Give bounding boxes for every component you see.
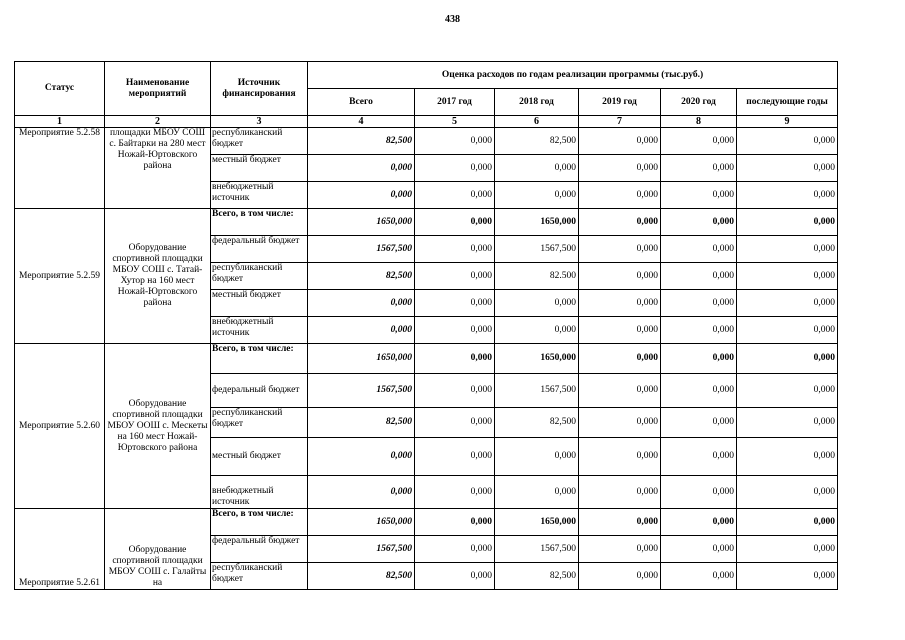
value-cell: 0,000 <box>415 209 495 236</box>
value-cell: 0,000 <box>579 290 661 317</box>
value-cell: 1567,500 <box>308 236 415 263</box>
value-cell: 0,000 <box>415 408 495 438</box>
value-cell: 0,000 <box>737 209 838 236</box>
value-cell: 0,000 <box>415 438 495 476</box>
value-cell: 0,000 <box>308 476 415 509</box>
value-cell: 0,000 <box>415 476 495 509</box>
source-cell: внебюджетный источник <box>211 476 308 509</box>
header-status: Статус <box>15 62 105 116</box>
value-cell: 0,000 <box>579 408 661 438</box>
value-cell: 0,000 <box>661 209 737 236</box>
value-cell: 0,000 <box>661 155 737 182</box>
header-estimate: Оценка расходов по годам реализации программы (тыс.руб.) <box>308 62 838 89</box>
source-cell: внебюджетный источник <box>211 182 308 209</box>
event-name-cell: Оборудование спортивной площадки МБОУ СОШ с. Татай-Хутор на 160 мест Ножай-Юртовского района <box>105 209 211 344</box>
column-number: 2 <box>105 116 211 128</box>
column-number: 9 <box>737 116 838 128</box>
source-cell: республиканский бюджет <box>211 263 308 290</box>
value-cell: 0,000 <box>495 290 579 317</box>
source-cell: республиканский бюджет <box>211 128 308 155</box>
value-cell: 0,000 <box>737 182 838 209</box>
value-cell: 0,000 <box>737 536 838 563</box>
value-cell: 0,000 <box>661 509 737 536</box>
value-cell: 0,000 <box>661 563 737 590</box>
value-cell: 0,000 <box>415 128 495 155</box>
value-cell: 0,000 <box>415 236 495 263</box>
value-cell: 0,000 <box>495 317 579 344</box>
value-cell: 0,000 <box>579 128 661 155</box>
header-year: последующие годы <box>737 89 838 116</box>
page-number: 438 <box>445 14 460 25</box>
value-cell: 0,000 <box>579 182 661 209</box>
event-name-cell: площадки МБОУ СОШ с. Байтарки на 280 мест Ножай-Юртовского района <box>105 128 211 209</box>
value-cell: 0,000 <box>579 536 661 563</box>
table-row <box>15 509 838 536</box>
value-cell: 82,500 <box>308 408 415 438</box>
value-cell: 0,000 <box>579 209 661 236</box>
status-cell: Мероприятие 5.2.59 <box>15 209 105 344</box>
column-number: 8 <box>661 116 737 128</box>
value-cell: 82,500 <box>495 408 579 438</box>
value-cell: 1650,000 <box>308 209 415 236</box>
value-cell: 1567,500 <box>308 374 415 408</box>
value-cell: 0,000 <box>737 290 838 317</box>
value-cell: 0,000 <box>661 317 737 344</box>
source-cell: местный бюджет <box>211 155 308 182</box>
value-cell: 0,000 <box>579 509 661 536</box>
value-cell: 0,000 <box>495 155 579 182</box>
header-year: Всего <box>308 89 415 116</box>
value-cell: 0,000 <box>415 374 495 408</box>
value-cell: 0,000 <box>415 536 495 563</box>
value-cell: 82,500 <box>495 128 579 155</box>
value-cell: 82,500 <box>495 563 579 590</box>
source-cell: республиканский бюджет <box>211 563 308 590</box>
source-cell: Всего, в том числе: <box>211 209 308 236</box>
header-year: 2020 год <box>661 89 737 116</box>
table-header <box>15 62 838 128</box>
source-cell: Всего, в том числе: <box>211 509 308 536</box>
value-cell: 0,000 <box>661 128 737 155</box>
value-cell: 0,000 <box>737 344 838 374</box>
value-cell: 0,000 <box>495 182 579 209</box>
value-cell: 0,000 <box>661 476 737 509</box>
header-year: 2018 год <box>495 89 579 116</box>
source-cell: Всего, в том числе: <box>211 344 308 374</box>
value-cell: 0,000 <box>661 408 737 438</box>
column-number: 3 <box>211 116 308 128</box>
column-number: 7 <box>579 116 661 128</box>
value-cell: 82,500 <box>308 563 415 590</box>
value-cell: 1650,000 <box>308 344 415 374</box>
value-cell: 0,000 <box>308 182 415 209</box>
source-cell: республиканский бюджет <box>211 408 308 438</box>
value-cell: 0,000 <box>661 236 737 263</box>
value-cell: 0,000 <box>415 563 495 590</box>
value-cell: 0,000 <box>308 317 415 344</box>
value-cell: 0,000 <box>415 509 495 536</box>
value-cell: 0,000 <box>737 438 838 476</box>
value-cell: 0,000 <box>737 408 838 438</box>
value-cell: 0,000 <box>415 290 495 317</box>
value-cell: 0,000 <box>661 536 737 563</box>
value-cell: 1567,500 <box>495 536 579 563</box>
value-cell: 0,000 <box>415 155 495 182</box>
column-number: 1 <box>15 116 105 128</box>
source-cell: федеральный бюджет <box>211 236 308 263</box>
value-cell: 82,500 <box>308 128 415 155</box>
value-cell: 1567,500 <box>495 236 579 263</box>
value-cell: 0,000 <box>415 263 495 290</box>
column-number: 4 <box>308 116 415 128</box>
value-cell: 0,000 <box>661 263 737 290</box>
value-cell: 0,000 <box>579 263 661 290</box>
value-cell: 0,000 <box>495 438 579 476</box>
event-name-cell: Оборудование спортивной площадки МБОУ СОШ с. Галайты на <box>105 509 211 590</box>
value-cell: 0,000 <box>661 438 737 476</box>
value-cell: 1650,000 <box>495 344 579 374</box>
source-cell: местный бюджет <box>211 438 308 476</box>
budget-table <box>14 61 838 590</box>
value-cell: 1567,500 <box>308 536 415 563</box>
value-cell: 0,000 <box>661 290 737 317</box>
value-cell: 82.500 <box>495 263 579 290</box>
table-row <box>15 128 838 155</box>
header-year: 2019 год <box>579 89 661 116</box>
value-cell: 0,000 <box>579 155 661 182</box>
value-cell: 82,500 <box>308 263 415 290</box>
value-cell: 0,000 <box>737 236 838 263</box>
value-cell: 0,000 <box>737 476 838 509</box>
value-cell: 0,000 <box>579 317 661 344</box>
event-name-cell: Оборудование спортивной площадки МБОУ ООШ с. Мескеты на 160 мест Ножай-Юртовского района <box>105 344 211 509</box>
header-name: Наименование мероприятий <box>105 62 211 116</box>
value-cell: 0,000 <box>308 155 415 182</box>
value-cell: 0,000 <box>495 476 579 509</box>
table-row <box>15 209 838 236</box>
value-cell: 0,000 <box>661 344 737 374</box>
value-cell: 0,000 <box>579 563 661 590</box>
value-cell: 0,000 <box>415 344 495 374</box>
column-number: 6 <box>495 116 579 128</box>
value-cell: 0,000 <box>737 563 838 590</box>
value-cell: 0,000 <box>415 317 495 344</box>
value-cell: 1650,000 <box>495 209 579 236</box>
status-cell: Мероприятие 5.2.58 <box>15 128 105 209</box>
table-row <box>15 344 838 374</box>
value-cell: 1650,000 <box>308 509 415 536</box>
header-year: 2017 год <box>415 89 495 116</box>
status-cell: Мероприятие 5.2.60 <box>15 344 105 509</box>
value-cell: 1567,500 <box>495 374 579 408</box>
value-cell: 0,000 <box>737 374 838 408</box>
value-cell: 0,000 <box>737 263 838 290</box>
value-cell: 0,000 <box>737 317 838 344</box>
source-cell: федеральный бюджет <box>211 536 308 563</box>
value-cell: 0,000 <box>308 290 415 317</box>
value-cell: 0,000 <box>579 476 661 509</box>
value-cell: 1650,000 <box>495 509 579 536</box>
value-cell: 0,000 <box>737 128 838 155</box>
header-source: Источник финансирования <box>211 62 308 116</box>
value-cell: 0,000 <box>308 438 415 476</box>
source-cell: внебюджетный источник <box>211 317 308 344</box>
value-cell: 0,000 <box>579 374 661 408</box>
value-cell: 0,000 <box>661 182 737 209</box>
source-cell: федеральный бюджет <box>211 374 308 408</box>
source-cell: местный бюджет <box>211 290 308 317</box>
value-cell: 0,000 <box>737 155 838 182</box>
value-cell: 0,000 <box>579 344 661 374</box>
column-number: 5 <box>415 116 495 128</box>
value-cell: 0,000 <box>579 236 661 263</box>
value-cell: 0,000 <box>579 438 661 476</box>
value-cell: 0,000 <box>737 509 838 536</box>
value-cell: 0,000 <box>661 374 737 408</box>
status-cell: Мероприятие 5.2.61 <box>15 509 105 590</box>
value-cell: 0,000 <box>415 182 495 209</box>
